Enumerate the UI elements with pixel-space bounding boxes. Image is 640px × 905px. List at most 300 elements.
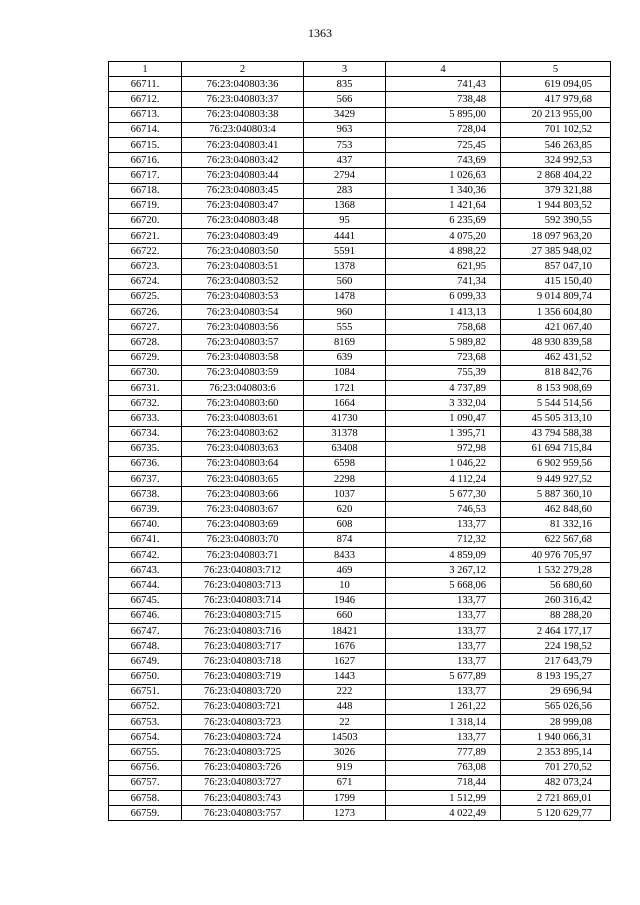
cadastral-number-cell: 76:23:040803:37: [182, 92, 304, 107]
row-number-cell: 66729.: [109, 350, 182, 365]
cadastral-value-cell: 43 794 588,38: [501, 426, 611, 441]
table-row: [109, 244, 611, 259]
table-body: [109, 77, 611, 821]
unit-value-cell: 3 267,12: [386, 563, 501, 578]
cadastral-value-cell: 546 263,85: [501, 137, 611, 152]
row-number-cell: 66745.: [109, 593, 182, 608]
unit-value-cell: 133,77: [386, 639, 501, 654]
cadastral-number-cell: 76:23:040803:714: [182, 593, 304, 608]
cadastral-value-cell: 622 567,68: [501, 532, 611, 547]
cadastral-number-cell: 76:23:040803:65: [182, 472, 304, 487]
cadastral-value-cell: 462 848,60: [501, 502, 611, 517]
cadastral-value-cell: 27 385 948,02: [501, 244, 611, 259]
table-row: [109, 456, 611, 471]
unit-value-cell: 741,34: [386, 274, 501, 289]
unit-value-cell: 133,77: [386, 593, 501, 608]
cadastral-value-cell: 5 544 514,56: [501, 396, 611, 411]
cadastral-number-cell: 76:23:040803:721: [182, 699, 304, 714]
cadastral-value-cell: 8 193 195,27: [501, 669, 611, 684]
table-row: [109, 153, 611, 168]
cadastral-number-cell: 76:23:040803:725: [182, 745, 304, 760]
unit-value-cell: 4 075,20: [386, 229, 501, 244]
row-number-cell: 66739.: [109, 502, 182, 517]
cadastral-value-cell: 701 102,52: [501, 122, 611, 137]
cadastral-number-cell: 76:23:040803:62: [182, 426, 304, 441]
cadastral-value-cell: 619 094,05: [501, 77, 611, 92]
cadastral-value-cell: 565 026,56: [501, 699, 611, 714]
unit-value-cell: 1 421,64: [386, 198, 501, 213]
row-number-cell: 66735.: [109, 441, 182, 456]
area-cell: 919: [304, 760, 386, 775]
cadastral-value-cell: 701 270,52: [501, 760, 611, 775]
unit-value-cell: 728,04: [386, 122, 501, 137]
cadastral-value-cell: 61 694 715,84: [501, 441, 611, 456]
cadastral-number-cell: 76:23:040803:41: [182, 137, 304, 152]
row-number-cell: 66748.: [109, 639, 182, 654]
area-cell: 63408: [304, 441, 386, 456]
row-number-cell: 66737.: [109, 472, 182, 487]
row-number-cell: 66740.: [109, 517, 182, 532]
area-cell: 6598: [304, 456, 386, 471]
row-number-cell: 66749.: [109, 654, 182, 669]
area-cell: 1378: [304, 259, 386, 274]
area-cell: 1627: [304, 654, 386, 669]
cadastral-value-cell: 20 213 955,00: [501, 107, 611, 122]
cadastral-number-cell: 76:23:040803:70: [182, 532, 304, 547]
cadastral-value-cell: 417 979,68: [501, 92, 611, 107]
cadastral-number-cell: 76:23:040803:60: [182, 396, 304, 411]
area-cell: 620: [304, 502, 386, 517]
cadastral-value-cell: 5 120 629,77: [501, 806, 611, 821]
table-row: [109, 806, 611, 821]
cadastral-number-cell: 76:23:040803:63: [182, 441, 304, 456]
unit-value-cell: 741,43: [386, 77, 501, 92]
area-cell: 18421: [304, 623, 386, 638]
area-cell: 1084: [304, 365, 386, 380]
cadastral-value-cell: 2 721 869,01: [501, 791, 611, 806]
row-number-cell: 66725.: [109, 289, 182, 304]
row-number-cell: 66754.: [109, 730, 182, 745]
cadastral-number-cell: 76:23:040803:42: [182, 153, 304, 168]
row-number-cell: 66732.: [109, 396, 182, 411]
unit-value-cell: 743,69: [386, 153, 501, 168]
cadastral-number-cell: 76:23:040803:52: [182, 274, 304, 289]
unit-value-cell: 1 026,63: [386, 168, 501, 183]
cadastral-value-cell: 1 940 066,31: [501, 730, 611, 745]
table-row: [109, 350, 611, 365]
cadastral-value-cell: 81 332,16: [501, 517, 611, 532]
cadastral-number-cell: 76:23:040803:726: [182, 760, 304, 775]
area-cell: 3026: [304, 745, 386, 760]
area-cell: 5591: [304, 244, 386, 259]
table-row: [109, 168, 611, 183]
row-number-cell: 66721.: [109, 229, 182, 244]
cadastral-number-cell: 76:23:040803:38: [182, 107, 304, 122]
row-number-cell: 66746.: [109, 608, 182, 623]
cadastral-number-cell: 76:23:040803:58: [182, 350, 304, 365]
unit-value-cell: 133,77: [386, 608, 501, 623]
unit-value-cell: 133,77: [386, 730, 501, 745]
cadastral-number-cell: 76:23:040803:53: [182, 289, 304, 304]
row-number-cell: 66717.: [109, 168, 182, 183]
table-row: [109, 305, 611, 320]
table-row: [109, 775, 611, 790]
unit-value-cell: 1 090,47: [386, 411, 501, 426]
cadastral-number-cell: 76:23:040803:724: [182, 730, 304, 745]
cadastral-value-cell: 217 643,79: [501, 654, 611, 669]
cadastral-number-cell: 76:23:040803:723: [182, 715, 304, 730]
cadastral-value-cell: 8 153 908,69: [501, 380, 611, 395]
cadastral-value-cell: 45 505 313,10: [501, 411, 611, 426]
unit-value-cell: 5 677,89: [386, 669, 501, 684]
table-row: [109, 730, 611, 745]
unit-value-cell: 133,77: [386, 623, 501, 638]
cadastral-number-cell: 76:23:040803:50: [182, 244, 304, 259]
unit-value-cell: 133,77: [386, 684, 501, 699]
area-cell: 437: [304, 153, 386, 168]
table-row: [109, 77, 611, 92]
table-row: [109, 502, 611, 517]
row-number-cell: 66734.: [109, 426, 182, 441]
row-number-cell: 66733.: [109, 411, 182, 426]
unit-value-cell: 5 668,06: [386, 578, 501, 593]
table-row: [109, 320, 611, 335]
cadastral-number-cell: 76:23:040803:64: [182, 456, 304, 471]
cadastral-value-cell: 88 288,20: [501, 608, 611, 623]
unit-value-cell: 1 261,22: [386, 699, 501, 714]
row-number-cell: 66756.: [109, 760, 182, 775]
cadastral-value-cell: 818 842,76: [501, 365, 611, 380]
cadastral-number-cell: 76:23:040803:713: [182, 578, 304, 593]
unit-value-cell: 712,32: [386, 532, 501, 547]
row-number-cell: 66751.: [109, 684, 182, 699]
area-cell: 1443: [304, 669, 386, 684]
row-number-cell: 66738.: [109, 487, 182, 502]
unit-value-cell: 1 046,22: [386, 456, 501, 471]
cadastral-value-cell: 28 999,08: [501, 715, 611, 730]
row-number-cell: 66714.: [109, 122, 182, 137]
table-row: [109, 411, 611, 426]
cadastral-number-cell: 76:23:040803:69: [182, 517, 304, 532]
area-cell: 835: [304, 77, 386, 92]
table-row: [109, 122, 611, 137]
row-number-cell: 66719.: [109, 198, 182, 213]
cadastral-number-cell: 76:23:040803:66: [182, 487, 304, 502]
table-row: [109, 289, 611, 304]
row-number-cell: 66744.: [109, 578, 182, 593]
cadastral-number-cell: 76:23:040803:67: [182, 502, 304, 517]
area-cell: 671: [304, 775, 386, 790]
area-cell: 1799: [304, 791, 386, 806]
cadastral-value-cell: 2 868 404,22: [501, 168, 611, 183]
table-row: [109, 548, 611, 563]
cadastral-number-cell: 76:23:040803:716: [182, 623, 304, 638]
cadastral-number-cell: 76:23:040803:720: [182, 684, 304, 699]
table-row: [109, 137, 611, 152]
cadastral-value-cell: 857 047,10: [501, 259, 611, 274]
area-cell: 753: [304, 137, 386, 152]
area-cell: 660: [304, 608, 386, 623]
unit-value-cell: 1 340,36: [386, 183, 501, 198]
unit-value-cell: 4 859,09: [386, 548, 501, 563]
table-row: [109, 472, 611, 487]
cadastral-value-cell: 48 930 839,58: [501, 335, 611, 350]
cadastral-value-cell: 1 356 604,80: [501, 305, 611, 320]
table-row: [109, 92, 611, 107]
unit-value-cell: 718,44: [386, 775, 501, 790]
area-cell: 960: [304, 305, 386, 320]
unit-value-cell: 763,08: [386, 760, 501, 775]
cadastral-number-cell: 76:23:040803:6: [182, 380, 304, 395]
cadastral-number-cell: 76:23:040803:54: [182, 305, 304, 320]
unit-value-cell: 133,77: [386, 654, 501, 669]
table-row: [109, 578, 611, 593]
column-header: 5: [501, 62, 611, 77]
cadastral-value-cell: 224 198,52: [501, 639, 611, 654]
table-row: [109, 213, 611, 228]
row-number-cell: 66743.: [109, 563, 182, 578]
cadastral-number-cell: 76:23:040803:727: [182, 775, 304, 790]
table-row: [109, 699, 611, 714]
unit-value-cell: 777,89: [386, 745, 501, 760]
area-cell: 448: [304, 699, 386, 714]
cadastral-number-cell: 76:23:040803:743: [182, 791, 304, 806]
area-cell: 10: [304, 578, 386, 593]
cadastral-value-cell: 324 992,53: [501, 153, 611, 168]
area-cell: 4441: [304, 229, 386, 244]
unit-value-cell: 4 112,24: [386, 472, 501, 487]
table-row: [109, 639, 611, 654]
row-number-cell: 66736.: [109, 456, 182, 471]
page-number: 1363: [308, 26, 332, 40]
header-row: [109, 62, 611, 77]
table-row: [109, 426, 611, 441]
row-number-cell: 66753.: [109, 715, 182, 730]
area-cell: 2298: [304, 472, 386, 487]
cadastral-number-cell: 76:23:040803:61: [182, 411, 304, 426]
unit-value-cell: 133,77: [386, 517, 501, 532]
row-number-cell: 66720.: [109, 213, 182, 228]
unit-value-cell: 725,45: [386, 137, 501, 152]
unit-value-cell: 6 235,69: [386, 213, 501, 228]
cadastral-value-cell: 6 902 959,56: [501, 456, 611, 471]
row-number-cell: 66758.: [109, 791, 182, 806]
table-row: [109, 517, 611, 532]
area-cell: 566: [304, 92, 386, 107]
cadastral-value-cell: 1 532 279,28: [501, 563, 611, 578]
cadastral-number-cell: 76:23:040803:712: [182, 563, 304, 578]
cadastral-value-cell: 260 316,42: [501, 593, 611, 608]
row-number-cell: 66727.: [109, 320, 182, 335]
table-row: [109, 791, 611, 806]
table-row: [109, 669, 611, 684]
row-number-cell: 66728.: [109, 335, 182, 350]
cadastral-value-cell: 421 067,40: [501, 320, 611, 335]
table-row: [109, 107, 611, 122]
cadastral-table: [108, 61, 611, 821]
area-cell: 22: [304, 715, 386, 730]
unit-value-cell: 621,95: [386, 259, 501, 274]
unit-value-cell: 1 413,13: [386, 305, 501, 320]
table-row: [109, 441, 611, 456]
unit-value-cell: 746,53: [386, 502, 501, 517]
table-row: [109, 335, 611, 350]
area-cell: 31378: [304, 426, 386, 441]
cadastral-number-cell: 76:23:040803:719: [182, 669, 304, 684]
cadastral-number-cell: 76:23:040803:49: [182, 229, 304, 244]
cadastral-value-cell: 40 976 705,97: [501, 548, 611, 563]
unit-value-cell: 738,48: [386, 92, 501, 107]
cadastral-value-cell: 9 449 927,52: [501, 472, 611, 487]
row-number-cell: 66759.: [109, 806, 182, 821]
row-number-cell: 66757.: [109, 775, 182, 790]
cadastral-value-cell: 2 464 177,17: [501, 623, 611, 638]
row-number-cell: 66715.: [109, 137, 182, 152]
row-number-cell: 66713.: [109, 107, 182, 122]
row-number-cell: 66755.: [109, 745, 182, 760]
area-cell: 1368: [304, 198, 386, 213]
cadastral-value-cell: 462 431,52: [501, 350, 611, 365]
cadastral-number-cell: 76:23:040803:59: [182, 365, 304, 380]
table-row: [109, 229, 611, 244]
area-cell: 8169: [304, 335, 386, 350]
area-cell: 222: [304, 684, 386, 699]
cadastral-number-cell: 76:23:040803:718: [182, 654, 304, 669]
row-number-cell: 66742.: [109, 548, 182, 563]
table-row: [109, 715, 611, 730]
unit-value-cell: 4 022,49: [386, 806, 501, 821]
area-cell: 8433: [304, 548, 386, 563]
unit-value-cell: 1 318,14: [386, 715, 501, 730]
cadastral-value-cell: 415 150,40: [501, 274, 611, 289]
area-cell: 1037: [304, 487, 386, 502]
cadastral-number-cell: 76:23:040803:47: [182, 198, 304, 213]
area-cell: 1721: [304, 380, 386, 395]
table-row: [109, 380, 611, 395]
table-row: [109, 396, 611, 411]
table-row: [109, 198, 611, 213]
column-header: 2: [182, 62, 304, 77]
cadastral-number-cell: 76:23:040803:757: [182, 806, 304, 821]
area-cell: 95: [304, 213, 386, 228]
table-row: [109, 608, 611, 623]
area-cell: 1273: [304, 806, 386, 821]
unit-value-cell: 723,68: [386, 350, 501, 365]
row-number-cell: 66730.: [109, 365, 182, 380]
cadastral-value-cell: 379 321,88: [501, 183, 611, 198]
row-number-cell: 66724.: [109, 274, 182, 289]
column-header: 3: [304, 62, 386, 77]
cadastral-number-cell: 76:23:040803:4: [182, 122, 304, 137]
cadastral-value-cell: 592 390,55: [501, 213, 611, 228]
unit-value-cell: 3 332,04: [386, 396, 501, 411]
cadastral-value-cell: 1 944 803,52: [501, 198, 611, 213]
area-cell: 1946: [304, 593, 386, 608]
table-row: [109, 532, 611, 547]
table-row: [109, 654, 611, 669]
table-row: [109, 487, 611, 502]
unit-value-cell: 5 989,82: [386, 335, 501, 350]
area-cell: 1676: [304, 639, 386, 654]
area-cell: 41730: [304, 411, 386, 426]
area-cell: 639: [304, 350, 386, 365]
table-row: [109, 684, 611, 699]
area-cell: 1478: [304, 289, 386, 304]
unit-value-cell: 758,68: [386, 320, 501, 335]
row-number-cell: 66726.: [109, 305, 182, 320]
cadastral-number-cell: 76:23:040803:51: [182, 259, 304, 274]
unit-value-cell: 755,39: [386, 365, 501, 380]
cadastral-number-cell: 76:23:040803:71: [182, 548, 304, 563]
row-number-cell: 66722.: [109, 244, 182, 259]
area-cell: 963: [304, 122, 386, 137]
unit-value-cell: 1 395,71: [386, 426, 501, 441]
row-number-cell: 66718.: [109, 183, 182, 198]
table-row: [109, 365, 611, 380]
cadastral-number-cell: 76:23:040803:56: [182, 320, 304, 335]
area-cell: 2794: [304, 168, 386, 183]
unit-value-cell: 5 895,00: [386, 107, 501, 122]
unit-value-cell: 4 898,22: [386, 244, 501, 259]
table-row: [109, 259, 611, 274]
row-number-cell: 66731.: [109, 380, 182, 395]
table-row: [109, 760, 611, 775]
cadastral-value-cell: 56 680,60: [501, 578, 611, 593]
column-header: 1: [109, 62, 182, 77]
row-number-cell: 66741.: [109, 532, 182, 547]
row-number-cell: 66752.: [109, 699, 182, 714]
cadastral-value-cell: 29 696,94: [501, 684, 611, 699]
area-cell: 14503: [304, 730, 386, 745]
row-number-cell: 66711.: [109, 77, 182, 92]
area-cell: 555: [304, 320, 386, 335]
table-row: [109, 623, 611, 638]
table-row: [109, 183, 611, 198]
unit-value-cell: 5 677,30: [386, 487, 501, 502]
row-number-cell: 66750.: [109, 669, 182, 684]
table-row: [109, 274, 611, 289]
area-cell: 469: [304, 563, 386, 578]
cadastral-number-cell: 76:23:040803:45: [182, 183, 304, 198]
column-header: 4: [386, 62, 501, 77]
cadastral-value-cell: 2 353 895,14: [501, 745, 611, 760]
row-number-cell: 66723.: [109, 259, 182, 274]
area-cell: 1664: [304, 396, 386, 411]
cadastral-number-cell: 76:23:040803:717: [182, 639, 304, 654]
table-row: [109, 563, 611, 578]
cadastral-number-cell: 76:23:040803:715: [182, 608, 304, 623]
cadastral-value-cell: 5 887 360,10: [501, 487, 611, 502]
cadastral-value-cell: 18 097 963,20: [501, 229, 611, 244]
cadastral-number-cell: 76:23:040803:36: [182, 77, 304, 92]
area-cell: 560: [304, 274, 386, 289]
table-row: [109, 593, 611, 608]
table-row: [109, 745, 611, 760]
area-cell: 874: [304, 532, 386, 547]
unit-value-cell: 4 737,89: [386, 380, 501, 395]
cadastral-value-cell: 482 073,24: [501, 775, 611, 790]
row-number-cell: 66747.: [109, 623, 182, 638]
area-cell: 283: [304, 183, 386, 198]
area-cell: 608: [304, 517, 386, 532]
cadastral-value-cell: 9 014 809,74: [501, 289, 611, 304]
unit-value-cell: 972,98: [386, 441, 501, 456]
cadastral-number-cell: 76:23:040803:44: [182, 168, 304, 183]
unit-value-cell: 1 512,99: [386, 791, 501, 806]
area-cell: 3429: [304, 107, 386, 122]
row-number-cell: 66712.: [109, 92, 182, 107]
row-number-cell: 66716.: [109, 153, 182, 168]
